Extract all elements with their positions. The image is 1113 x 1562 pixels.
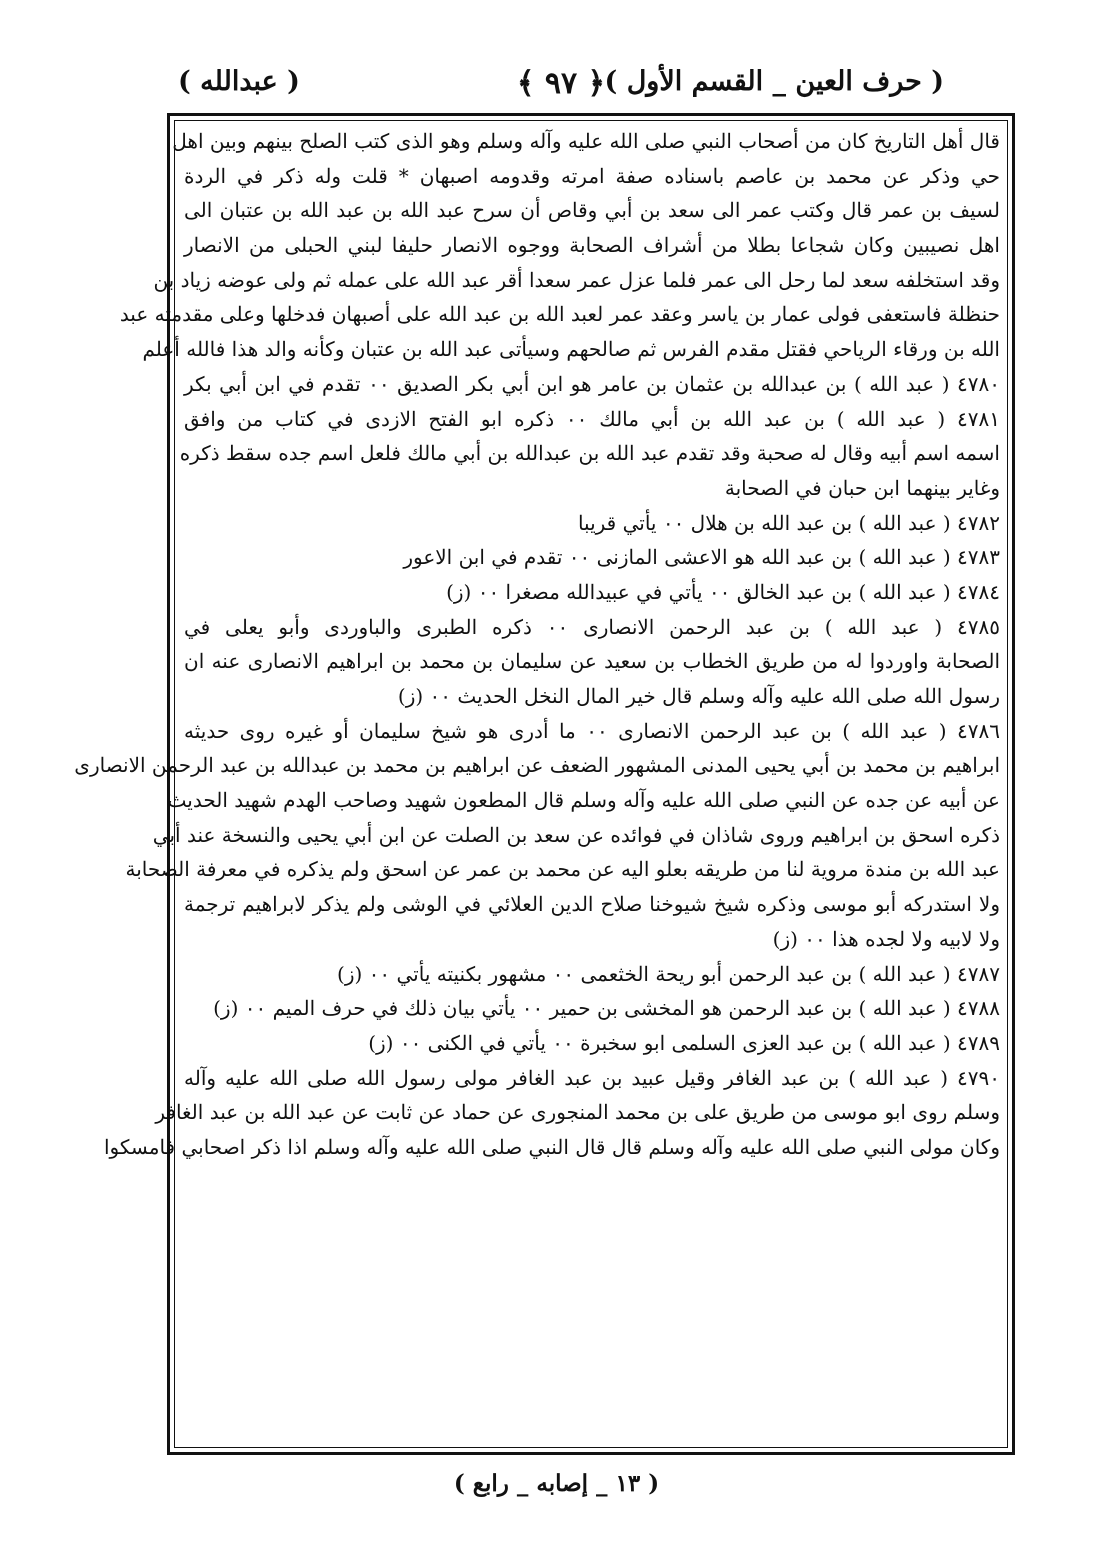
text-line: حنظلة فاستعفى فولى عمار بن ياسر وعقد عمر لعبد الله بن عبد الله على أصبهان فدخلها وعلى مقدمته عبد — [119, 302, 1000, 327]
text-line: اهل نصيبين وكان شجاعا بطلا من أشراف الصحابة ووجوه الانصار حليفا لبني الحبلى من الانصار — [184, 233, 1000, 258]
text-line: ٤٧٨٧ ( عبد الله ) بن عبد الرحمن أبو ريحة الخثعمى ٠٠ مشهور بكنيته يأتي ٠٠ (ز) — [337, 961, 1000, 986]
text-line: قال أهل التاريخ كان من أصحاب النبي صلى الله عليه وآله وسلم وهو الذى كتب الصلح بينهم وبين اهل — [172, 129, 1000, 153]
main-text-body — [74, 124, 1001, 1450]
text-line: ٤٧٨١ ( عبد الله ) بن عبد الله بن أبي مالك ٠٠ ذكره ابو الفتح الازدى في كتاب من وافق — [184, 406, 1000, 431]
page-footer-signature: ( ١٣ _ إصابه _ رابع ) — [453, 1470, 660, 1497]
text-line: وسلم روى ابو موسى من طريق على بن محمد المنجورى عن حماد عن ثابت عن عبد الله بن عبد الغافر — [155, 1100, 1000, 1125]
text-line: ٤٧٨٥ ( عبد الله ) بن عبد الرحمن الانصارى ٠٠ ذكره الطبرى والباوردى وأبو يعلى في — [184, 614, 1001, 639]
text-line: ٤٧٨٠ ( عبد الله ) بن عبدالله بن عثمان بن عامر هو ابن أبي بكر الصديق ٠٠ تقدم في ابن أبي بكر — [184, 371, 1000, 396]
text-line: عبد الله بن مندة مروية لنا من طريقه بعلو اليه عن محمد بن عمر عن اسحق ولم يذكره في معرفة الصحابة — [125, 857, 1000, 882]
text-line: ٤٧٩٠ ( عبد الله ) بن عبد الغافر وقيل عبيد بن عبد الغافر مولى رسول الله صلى الله عليه وآله — [184, 1065, 1000, 1090]
text-line: ٤٧٨٢ ( عبد الله ) بن عبد الله بن هلال ٠٠ يأتي قريبا — [577, 510, 1000, 535]
header-section-title: ( حرف العين _ القسم الأول ) — [604, 66, 944, 97]
header-entry-name: ( عبدالله ) — [178, 66, 300, 97]
text-line: وكان مولى النبي صلى الله عليه وآله وسلم قال قال النبي صلى الله عليه وآله وسلم اذا ذكر اصحابي فامسكوا — [103, 1134, 1000, 1159]
text-line: ٤٧٨٩ ( عبد الله ) بن عبد العزى السلمى ابو سخبرة ٠٠ يأتي في الكنى ٠٠ (ز) — [368, 1030, 1000, 1055]
text-line: وغاير بينهما ابن حبان في الصحابة — [724, 475, 1000, 500]
text-line: ٤٧٨٤ ( عبد الله ) بن عبد الخالق ٠٠ يأتي في عبيدالله مصغرا ٠٠ (ز) — [446, 579, 1000, 604]
text-line: ولا استدركه أبو موسى وذكره شيخ شيوخنا صلاح الدين العلائي في الوشى ولم يذكر لابراهيم ترجمة — [184, 892, 1000, 917]
text-line: رسول الله صلى الله عليه وآله وسلم قال خير المال النخل الحديث ٠٠ (ز) — [397, 684, 1000, 708]
text-line: ٤٧٨٦ ( عبد الله ) بن عبد الرحمن الانصارى ٠٠ ما أدرى هو شيخ سليمان أو غيره روى حديثه — [184, 718, 1000, 743]
text-line: ذكره اسحق بن ابراهيم وروى شاذان في فوائده عن سعد بن الصلت عن ابن أبي يحيى والنسخة عند أبي — [152, 822, 1000, 847]
text-line: ولا لابيه ولا لجده هذا ٠٠ (ز) — [772, 926, 1000, 951]
text-line: الله بن ورقاء الرياحي فقتل مقدم الفرس ثم صالحهم وسيأتى عبد الله بن عتبان وكأنه والد هذا فالله أعلم — [142, 337, 1000, 362]
text-line: اسمه اسم أبيه وقال له صحبة وقد تقدم عبد الله بن عبدالله بن أبي مالك فلعل اسم جده سقط ذكره — [179, 441, 1000, 466]
text-line: وقد استخلفه سعد لما رحل الى عمر فلما عزل عمر سعدا أقر عبد الله على عمله ثم ولى عوضه زياد بن — [153, 267, 1000, 292]
text-line: الصحابة واوردوا له من طريق الخطاب بن سعيد عن سليمان بن محمد بن ابراهيم الانصارى عنه ان — [184, 649, 1000, 674]
text-line: ابراهيم بن محمد بن أبي يحيى المدنى المشهور الضعف عن ابراهيم بن محمد بن عبدالله بن عبد الرحمن الانصارى — [74, 753, 1000, 778]
text-line: حي وذكر عن محمد بن عاصم باسناده صفة امرته وقدومه اصبهان * قلت وله ذكر في الردة — [184, 163, 1000, 188]
text-line: عن أبيه عن جده عن النبي صلى الله عليه وآله وسلم قال المطعون شهيد وصاحب الهدم شهيد الحديث — [167, 788, 1000, 813]
text-line: ٤٧٨٨ ( عبد الله ) بن عبد الرحمن هو المخشى بن حمير ٠٠ يأتي بيان ذلك في حرف الميم ٠٠ (ز) — [213, 996, 1000, 1021]
text-line: لسيف بن عمر قال وكتب عمر الى سعد بن أبي وقاص أن سرح عبد الله بن عبد الله بن عتبان الى — [184, 198, 1000, 223]
page-number: ﴿ ٩٧ ﴾ — [516, 66, 606, 101]
page-header — [178, 66, 944, 110]
text-line: ٤٧٨٣ ( عبد الله ) بن عبد الله هو الاعشى المازنى ٠٠ تقدم في ابن الاعور — [403, 545, 1000, 570]
